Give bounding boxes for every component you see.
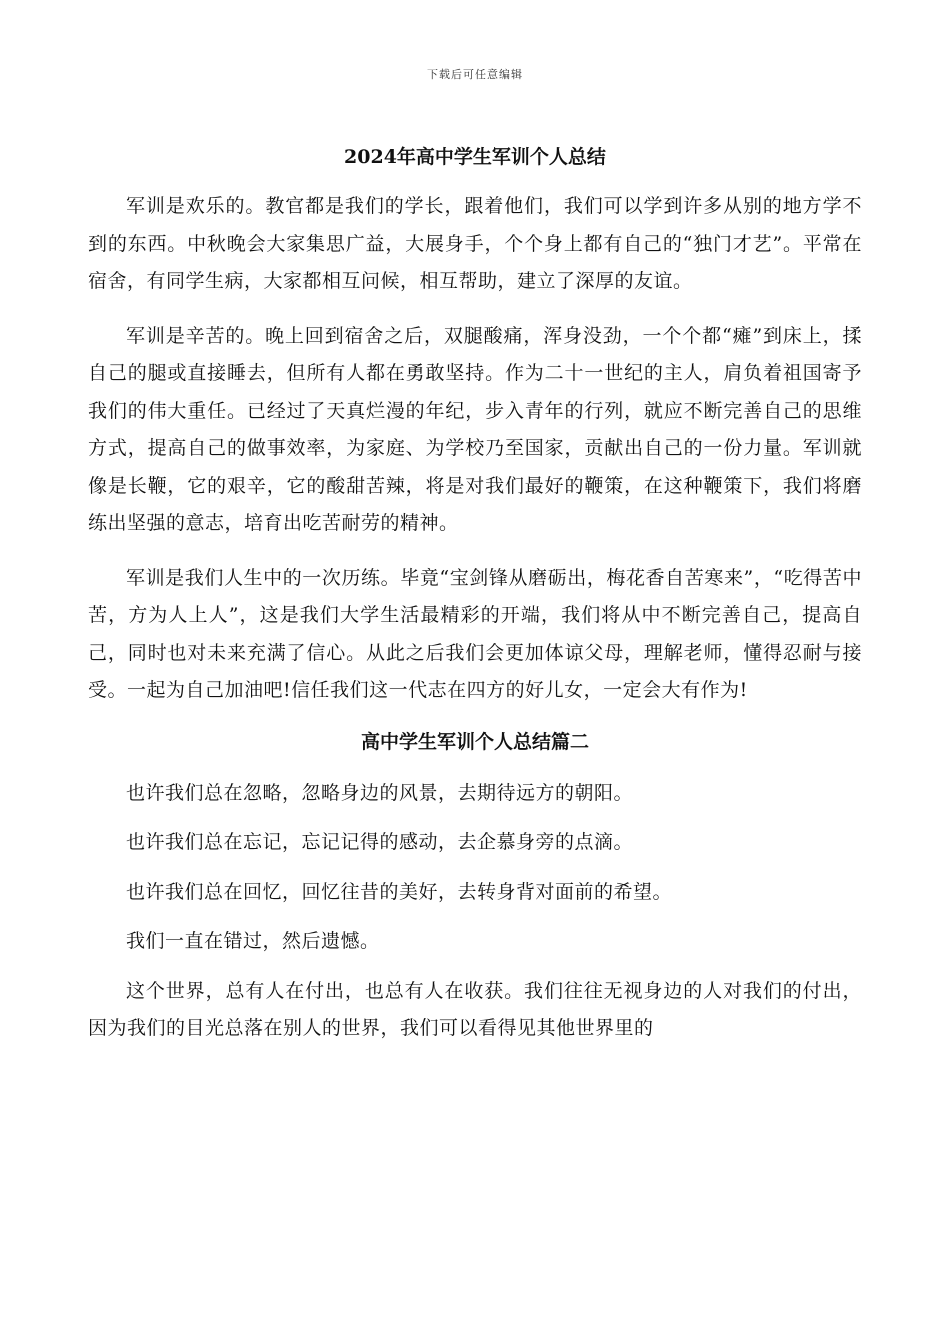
paragraph-7: 我们一直在错过，然后遗憾。 [126, 930, 380, 952]
document-title: 2024年高中学生军训个人总结 [344, 146, 606, 168]
paragraph-3: 军训是我们人生中的一次历练。毕竟“宝剑锋从磨砺出，梅花香自苦寒来”，“吃得苦中苦，方为人上人”，这是我们大学生活最精彩的开端，我们将从中不断完善自己，提高自己，同时也对未来充满了信心。从此之后我们会更加体谅父母，理解老师，懂得忍耐与接受。一起为自己加油吧!信任我们这一代志在四方的好儿女，一定会大有作为! [88, 566, 862, 701]
paragraph-8: 这个世界，总有人在付出，也总有人在收获。我们往往无视身边的人对我们的付出，因为我们的目光总落在别人的世界，我们可以看得见其他世界里的 [88, 979, 862, 1039]
document-body [88, 142, 862, 1065]
paragraph-2: 军训是辛苦的。晚上回到宿舍之后，双腿酸痛，浑身没劲，一个个都“瘫”到床上，揉自己的腿或直接睡去，但所有人都在勇敢坚持。作为二十一世纪的主人，肩负着祖国寄予我们的伟大重任。已经过了天真烂漫的年纪，步入青年的行列，就应不断完善自己的思维方式，提高自己的做事效率，为家庭、为学校乃至国家，贡献出自己的一份力量。军训就像是长鞭，它的艰辛，它的酸甜苦辣，将是对我们最好的鞭策，在这种鞭策下，我们将磨练出坚强的意志，培育出吃苦耐劳的精神。 [88, 324, 862, 534]
header-note: 下载后可任意编辑 [427, 68, 523, 81]
paragraph-6: 也许我们总在回忆，回忆往昔的美好，去转身背对面前的希望。 [126, 880, 673, 903]
paragraph-5: 也许我们总在忘记，忘记记得的感动，去企慕身旁的点滴。 [126, 831, 634, 853]
paragraph-1: 军训是欢乐的。教官都是我们的学长，跟着他们，我们可以学到许多从别的地方学不到的东西。中秋晚会大家集思广益，大展身手，个个身上都有自己的“独门才艺”。平常在宿舍，有同学生病，大家都相互问候，相互帮助，建立了深厚的友谊。 [88, 195, 862, 292]
paragraph-4: 也许我们总在忽略，忽略身边的风景，去期待远方的朝阳。 [126, 781, 634, 804]
section-title-2: 高中学生军训个人总结篇二 [360, 730, 589, 753]
